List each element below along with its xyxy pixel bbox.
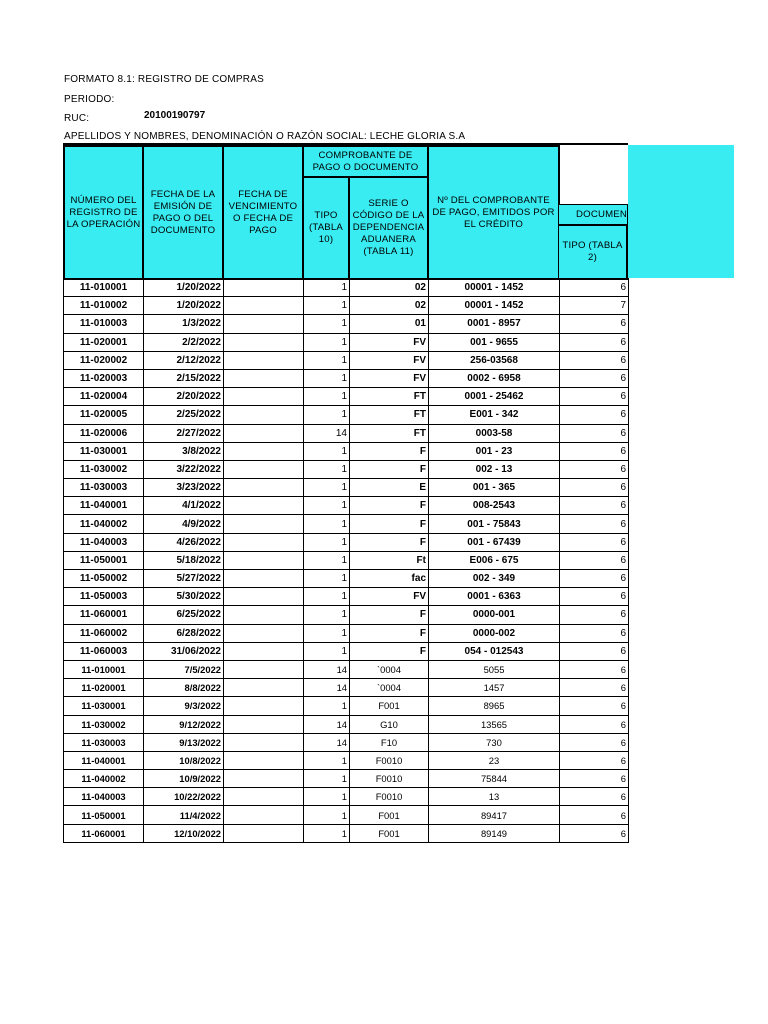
table-row (64, 624, 629, 642)
table-row (64, 479, 629, 497)
nro-comprobante-cell: E001 - 342 (429, 406, 560, 424)
fecha-vencimiento-cell (224, 333, 304, 351)
fecha-vencimiento-cell (224, 442, 304, 460)
nro-comprobante-cell: E006 - 675 (429, 551, 560, 569)
nro-comprobante-cell: 23 (429, 751, 560, 769)
numero-cell: 11-050001 (64, 806, 144, 824)
table-row (64, 497, 629, 515)
serie-cell: F (350, 515, 429, 533)
fecha-vencimiento-cell (224, 679, 304, 697)
tipo-cell: 1 (304, 406, 350, 424)
fecha-vencimiento-cell (224, 751, 304, 769)
tipo-cell: 14 (304, 660, 350, 678)
numero-cell: 11-040003 (64, 788, 144, 806)
fecha-vencimiento-cell (224, 624, 304, 642)
fecha-vencimiento-cell (224, 806, 304, 824)
nro-comprobante-cell: 0001 - 25462 (429, 388, 560, 406)
numero-cell: 11-020004 (64, 388, 144, 406)
tipo-doc-cell: 6 (560, 770, 629, 788)
tipo-doc-cell: 6 (560, 606, 629, 624)
table-row (64, 660, 629, 678)
fecha-vencimiento-cell (224, 551, 304, 569)
fecha-vencimiento-cell (224, 315, 304, 333)
serie-cell: E (350, 479, 429, 497)
tipo-doc-cell: 6 (560, 679, 629, 697)
table-row (64, 333, 629, 351)
fecha-vencimiento-cell (224, 642, 304, 660)
nro-comprobante-cell: 00001 - 1452 (429, 297, 560, 315)
tipo-doc-cell: 6 (560, 460, 629, 478)
fecha-emision-cell: 12/10/2022 (144, 824, 224, 842)
serie-cell: F (350, 442, 429, 460)
fecha-emision-cell: 8/8/2022 (144, 679, 224, 697)
tipo-doc-cell: 6 (560, 715, 629, 733)
fecha-emision-cell: 5/27/2022 (144, 570, 224, 588)
tipo-doc-cell: 6 (560, 824, 629, 842)
numero-cell: 11-010001 (64, 279, 144, 297)
tipo-cell: 1 (304, 788, 350, 806)
table-row (64, 279, 629, 297)
tipo-cell: 1 (304, 533, 350, 551)
serie-cell: FV (350, 333, 429, 351)
tipo-doc-cell: 6 (560, 351, 629, 369)
tipo-doc-cell: 6 (560, 570, 629, 588)
table-row (64, 424, 629, 442)
fecha-vencimiento-cell (224, 406, 304, 424)
numero-cell: 11-030002 (64, 715, 144, 733)
fecha-emision-cell: 10/9/2022 (144, 770, 224, 788)
numero-cell: 11-050002 (64, 570, 144, 588)
fecha-emision-cell: 1/20/2022 (144, 297, 224, 315)
numero-cell: 11-040001 (64, 497, 144, 515)
serie-cell: fac (350, 570, 429, 588)
serie-cell: F10 (350, 733, 429, 751)
numero-cell: 11-010002 (64, 297, 144, 315)
nro-comprobante-cell: 8965 (429, 697, 560, 715)
tipo-cell: 1 (304, 806, 350, 824)
tipo-doc-cell: 6 (560, 406, 629, 424)
tipo-cell: 1 (304, 770, 350, 788)
tipo-cell: 1 (304, 751, 350, 769)
numero-cell: 11-020002 (64, 351, 144, 369)
tipo-doc-cell: 7 (560, 297, 629, 315)
fecha-emision-cell: 6/28/2022 (144, 624, 224, 642)
fecha-vencimiento-cell (224, 424, 304, 442)
serie-cell: FV (350, 369, 429, 387)
table-row (64, 369, 629, 387)
tipo-cell: 14 (304, 733, 350, 751)
fecha-vencimiento-cell (224, 460, 304, 478)
fecha-vencimiento-cell (224, 697, 304, 715)
tipo-doc-cell: 6 (560, 424, 629, 442)
fecha-emision-cell: 3/22/2022 (144, 460, 224, 478)
comprobante-group-header: COMPROBANTE DE PAGO O DOCUMENTO (302, 145, 429, 178)
format-title: FORMATO 8.1: REGISTRO DE COMPRAS (64, 74, 264, 85)
nro-comprobante-cell: 002 - 13 (429, 460, 560, 478)
nro-comprobante-cell: 001 - 9655 (429, 333, 560, 351)
table-row (64, 442, 629, 460)
fecha-emision-cell: 9/13/2022 (144, 733, 224, 751)
table-row (64, 388, 629, 406)
col-nro-comprobante-header: Nº DEL COMPROBANTE DE PAGO, EMITIDOS POR EL CRÉDITO (427, 145, 560, 280)
nro-comprobante-cell: 054 - 012543 (429, 642, 560, 660)
tipo-doc-cell: 6 (560, 588, 629, 606)
fecha-vencimiento-cell (224, 824, 304, 842)
fecha-emision-cell: 2/2/2022 (144, 333, 224, 351)
fecha-emision-cell: 2/27/2022 (144, 424, 224, 442)
numero-cell: 11-010001 (64, 660, 144, 678)
tipo-cell: 1 (304, 279, 350, 297)
serie-cell: F (350, 624, 429, 642)
tipo-doc-cell: 6 (560, 806, 629, 824)
fecha-vencimiento-cell (224, 369, 304, 387)
fecha-vencimiento-cell (224, 660, 304, 678)
col-tipo-tabla2-header: TIPO (TABLA 2) (558, 225, 628, 280)
tipo-doc-cell: 6 (560, 333, 629, 351)
fecha-emision-cell: 2/12/2022 (144, 351, 224, 369)
fecha-emision-cell: 10/8/2022 (144, 751, 224, 769)
table-row (64, 606, 629, 624)
nro-comprobante-cell: 002 - 349 (429, 570, 560, 588)
nro-comprobante-cell: 0001 - 8957 (429, 315, 560, 333)
nro-comprobante-cell: 13565 (429, 715, 560, 733)
serie-cell: F0010 (350, 751, 429, 769)
numero-cell: 11-020006 (64, 424, 144, 442)
serie-cell: Ft (350, 551, 429, 569)
tipo-doc-cell: 6 (560, 442, 629, 460)
numero-cell: 11-060002 (64, 624, 144, 642)
fecha-emision-cell: 31/06/2022 (144, 642, 224, 660)
tipo-doc-cell: 6 (560, 388, 629, 406)
nro-comprobante-cell: 001 - 75843 (429, 515, 560, 533)
serie-cell: 01 (350, 315, 429, 333)
fecha-emision-cell: 6/25/2022 (144, 606, 224, 624)
nro-comprobante-cell: 89149 (429, 824, 560, 842)
fecha-vencimiento-cell (224, 351, 304, 369)
fecha-vencimiento-cell (224, 733, 304, 751)
fecha-vencimiento-cell (224, 297, 304, 315)
fecha-vencimiento-cell (224, 479, 304, 497)
fecha-vencimiento-cell (224, 533, 304, 551)
numero-cell: 11-040002 (64, 515, 144, 533)
serie-cell: F0010 (350, 770, 429, 788)
table-row (64, 315, 629, 333)
serie-cell: F (350, 533, 429, 551)
table-row (64, 533, 629, 551)
serie-cell: 02 (350, 297, 429, 315)
tipo-doc-cell: 6 (560, 733, 629, 751)
tipo-cell: 1 (304, 460, 350, 478)
tipo-cell: 1 (304, 697, 350, 715)
table-row (64, 515, 629, 533)
nro-comprobante-cell: 0002 - 6958 (429, 369, 560, 387)
serie-cell: G10 (350, 715, 429, 733)
table-row (64, 588, 629, 606)
tipo-cell: 1 (304, 497, 350, 515)
numero-cell: 11-040001 (64, 751, 144, 769)
serie-cell: F0010 (350, 788, 429, 806)
col-numero-header: NÚMERO DEL REGISTRO DE LA OPERACIÓN (63, 145, 144, 280)
nro-comprobante-cell: 001 - 67439 (429, 533, 560, 551)
table-row (64, 551, 629, 569)
numero-cell: 11-030003 (64, 733, 144, 751)
table-row (64, 460, 629, 478)
serie-cell: F001 (350, 806, 429, 824)
serie-cell: FV (350, 588, 429, 606)
tipo-cell: 1 (304, 333, 350, 351)
table-row (64, 733, 629, 751)
tipo-cell: 1 (304, 315, 350, 333)
nro-comprobante-cell: 0001 - 6363 (429, 588, 560, 606)
numero-cell: 11-020003 (64, 369, 144, 387)
fecha-vencimiento-cell (224, 606, 304, 624)
table-row (64, 824, 629, 842)
tipo-doc-cell: 6 (560, 788, 629, 806)
tipo-doc-cell: 6 (560, 660, 629, 678)
nro-comprobante-cell: 00001 - 1452 (429, 279, 560, 297)
nro-comprobante-cell: 0003-58 (429, 424, 560, 442)
col-tipo-header: TIPO (TABLA 10) (302, 176, 350, 280)
tipo-doc-cell: 6 (560, 624, 629, 642)
numero-cell: 11-020001 (64, 333, 144, 351)
tipo-doc-cell: 6 (560, 279, 629, 297)
table-row (64, 570, 629, 588)
tipo-cell: 1 (304, 642, 350, 660)
numero-cell: 11-040002 (64, 770, 144, 788)
numero-cell: 11-030003 (64, 479, 144, 497)
tipo-cell: 1 (304, 479, 350, 497)
tipo-doc-cell: 6 (560, 551, 629, 569)
table-row (64, 406, 629, 424)
fecha-emision-cell: 5/18/2022 (144, 551, 224, 569)
fecha-emision-cell: 1/20/2022 (144, 279, 224, 297)
serie-cell: F (350, 606, 429, 624)
nro-comprobante-cell: 5055 (429, 660, 560, 678)
fecha-vencimiento-cell (224, 497, 304, 515)
tipo-doc-cell: 6 (560, 642, 629, 660)
tipo-doc-cell: 6 (560, 369, 629, 387)
tipo-cell: 1 (304, 515, 350, 533)
fecha-vencimiento-cell (224, 588, 304, 606)
numero-cell: 11-010003 (64, 315, 144, 333)
table-row (64, 806, 629, 824)
fecha-emision-cell: 9/3/2022 (144, 697, 224, 715)
numero-cell: 11-030001 (64, 697, 144, 715)
fecha-emision-cell: 9/12/2022 (144, 715, 224, 733)
tipo-doc-cell: 6 (560, 751, 629, 769)
serie-cell: `0004 (350, 660, 429, 678)
fecha-vencimiento-cell (224, 515, 304, 533)
numero-cell: 11-060001 (64, 824, 144, 842)
nro-comprobante-cell: 256-03568 (429, 351, 560, 369)
nro-comprobante-cell: 0000-002 (429, 624, 560, 642)
serie-cell: F001 (350, 824, 429, 842)
tipo-cell: 1 (304, 570, 350, 588)
nro-comprobante-cell: 75844 (429, 770, 560, 788)
fecha-emision-cell: 7/5/2022 (144, 660, 224, 678)
col-fecha-vencimiento-header: FECHA DE VENCIMIENTO O FECHA DE PAGO (222, 145, 304, 280)
table-row (64, 770, 629, 788)
fecha-vencimiento-cell (224, 388, 304, 406)
table-row (64, 751, 629, 769)
fecha-emision-cell: 1/3/2022 (144, 315, 224, 333)
serie-cell: `0004 (350, 679, 429, 697)
tipo-cell: 1 (304, 824, 350, 842)
registro-table (63, 278, 629, 843)
serie-cell: F (350, 642, 429, 660)
serie-cell: F (350, 460, 429, 478)
numero-cell: 11-060001 (64, 606, 144, 624)
table-row (64, 297, 629, 315)
nro-comprobante-cell: 008-2543 (429, 497, 560, 515)
tipo-cell: 1 (304, 442, 350, 460)
tipo-doc-cell: 6 (560, 497, 629, 515)
numero-cell: 11-030001 (64, 442, 144, 460)
serie-cell: F001 (350, 697, 429, 715)
serie-cell: 02 (350, 279, 429, 297)
numero-cell: 11-030002 (64, 460, 144, 478)
numero-cell: 11-020005 (64, 406, 144, 424)
col-fecha-emision-header: FECHA DE LA EMISIÓN DE PAGO O DEL DOCUMENTO (142, 145, 224, 280)
numero-cell: 11-050001 (64, 551, 144, 569)
tipo-cell: 1 (304, 624, 350, 642)
tipo-cell: 1 (304, 388, 350, 406)
fecha-emision-cell: 5/30/2022 (144, 588, 224, 606)
fecha-vencimiento-cell (224, 279, 304, 297)
header-fill-extension (628, 145, 734, 278)
tipo-doc-cell: 6 (560, 533, 629, 551)
fecha-emision-cell: 11/4/2022 (144, 806, 224, 824)
fecha-vencimiento-cell (224, 570, 304, 588)
nro-comprobante-cell: 730 (429, 733, 560, 751)
numero-cell: 11-040003 (64, 533, 144, 551)
serie-cell: FV (350, 351, 429, 369)
numero-cell: 11-020001 (64, 679, 144, 697)
tipo-cell: 1 (304, 551, 350, 569)
tipo-cell: 1 (304, 297, 350, 315)
nro-comprobante-cell: 13 (429, 788, 560, 806)
fecha-vencimiento-cell (224, 788, 304, 806)
tipo-doc-cell: 6 (560, 479, 629, 497)
fecha-emision-cell: 3/23/2022 (144, 479, 224, 497)
nro-comprobante-cell: 89417 (429, 806, 560, 824)
tipo-doc-cell: 6 (560, 697, 629, 715)
tipo-doc-cell: 6 (560, 515, 629, 533)
table-row (64, 788, 629, 806)
nro-comprobante-cell: 001 - 23 (429, 442, 560, 460)
fecha-emision-cell: 2/15/2022 (144, 369, 224, 387)
fecha-vencimiento-cell (224, 715, 304, 733)
table-row (64, 351, 629, 369)
tipo-cell: 1 (304, 369, 350, 387)
col-serie-header: SERIE O CÓDIGO DE LA DEPENDENCIA ADUANERA (TABLA 11) (348, 176, 429, 280)
tipo-doc-cell: 6 (560, 315, 629, 333)
tipo-cell: 14 (304, 715, 350, 733)
fecha-emision-cell: 4/9/2022 (144, 515, 224, 533)
nro-comprobante-cell: 0000-001 (429, 606, 560, 624)
serie-cell: FT (350, 406, 429, 424)
ruc-value: 20100190797 (144, 110, 206, 121)
tipo-cell: 1 (304, 588, 350, 606)
periodo-label: PERIODO: (64, 94, 115, 105)
tipo-cell: 1 (304, 606, 350, 624)
table-row (64, 642, 629, 660)
tipo-cell: 14 (304, 424, 350, 442)
numero-cell: 11-060003 (64, 642, 144, 660)
table-row (64, 715, 629, 733)
numero-cell: 11-050003 (64, 588, 144, 606)
tipo-cell: 14 (304, 679, 350, 697)
table-row (64, 697, 629, 715)
fecha-emision-cell: 2/25/2022 (144, 406, 224, 424)
fecha-emision-cell: 4/26/2022 (144, 533, 224, 551)
fecha-emision-cell: 10/22/2022 (144, 788, 224, 806)
nro-comprobante-cell: 001 - 365 (429, 479, 560, 497)
serie-cell: FT (350, 388, 429, 406)
company-name: APELLIDOS Y NOMBRES, DENOMINACIÓN O RAZÓN SOCIAL: LECHE GLORIA S.A (64, 131, 466, 142)
table-row (64, 679, 629, 697)
fecha-vencimiento-cell (224, 770, 304, 788)
documento-group-header: DOCUMEN (558, 204, 628, 226)
nro-comprobante-cell: 1457 (429, 679, 560, 697)
serie-cell: F (350, 497, 429, 515)
ruc-label: RUC: (64, 113, 90, 124)
fecha-emision-cell: 3/8/2022 (144, 442, 224, 460)
fecha-emision-cell: 2/20/2022 (144, 388, 224, 406)
serie-cell: FT (350, 424, 429, 442)
tipo-cell: 1 (304, 351, 350, 369)
fecha-emision-cell: 4/1/2022 (144, 497, 224, 515)
